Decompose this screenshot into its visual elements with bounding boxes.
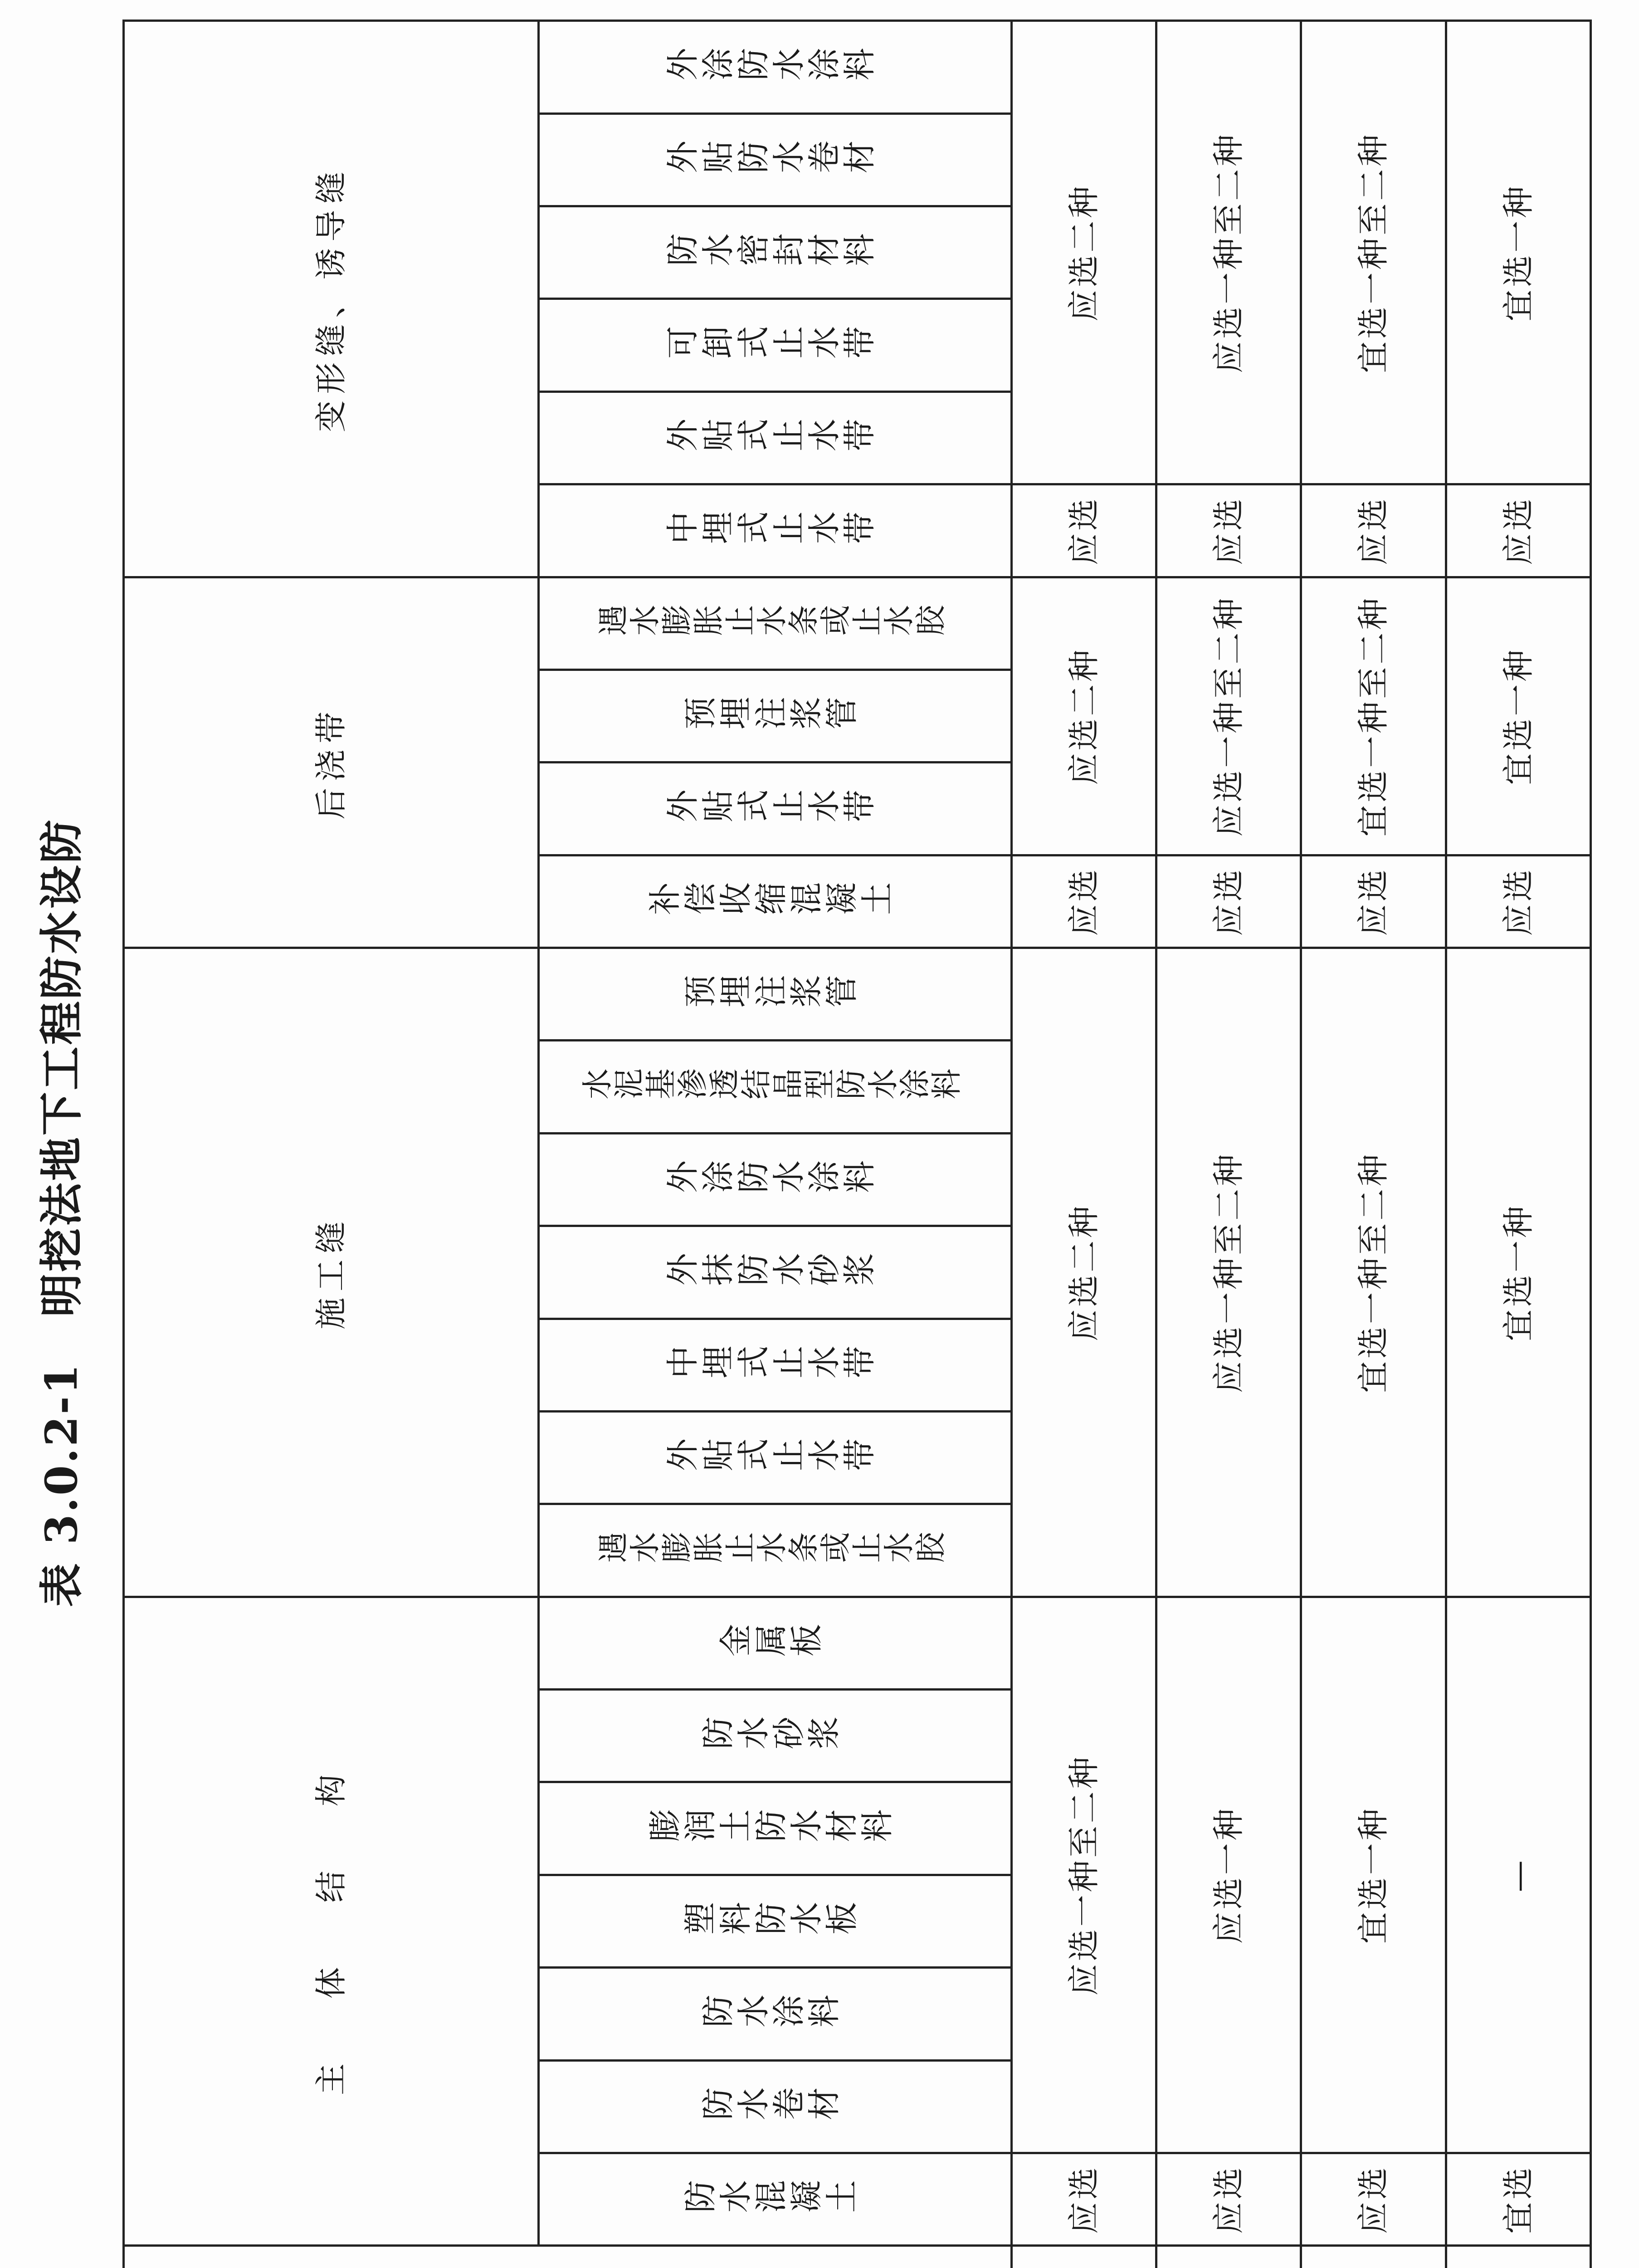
- measure-cell: [539, 21, 1012, 114]
- main-other-req: —: [1446, 1597, 1590, 2153]
- level-cell: [1012, 2246, 1156, 2268]
- main-concrete-req: 应选: [1156, 2153, 1301, 2246]
- measure-cell: [539, 299, 1012, 391]
- group-main-structure: 主 体 结 构: [124, 1597, 539, 2246]
- measure-name: 外贴式止水带: [665, 419, 878, 457]
- measure-cell: [539, 1690, 1012, 1782]
- main-other-req: 应选一种至二种: [1012, 1597, 1156, 2153]
- measure-cell: [539, 1597, 1012, 1689]
- measure-name: 外贴式止水带: [665, 789, 878, 828]
- main-other-req: 宜选一种: [1301, 1597, 1446, 2153]
- measure-names-row: [539, 21, 1012, 2268]
- level-row: [1156, 21, 1301, 2268]
- level-cell: [1301, 2246, 1446, 2268]
- measures-label-wrap: [406, 2235, 555, 2268]
- measure-name: 防水密封材料: [665, 233, 878, 272]
- measure-cell: [539, 1875, 1012, 1967]
- measure-cell: [539, 948, 1012, 1041]
- measure-cell: [539, 2060, 1012, 2153]
- measure-name: 补偿收缩混凝土: [647, 882, 895, 920]
- measure-name: 防水涂料: [700, 1994, 842, 2033]
- measure-name: 外贴防水卷材: [665, 140, 878, 179]
- deform-first-req: 应选: [1156, 484, 1301, 577]
- measure-name: 遇水膨胀止水条或止水胶: [596, 605, 946, 641]
- measure-name: 外涂防水涂料: [665, 1160, 878, 1199]
- measure-cell: [539, 763, 1012, 855]
- measure-cell: [539, 391, 1012, 484]
- group-deformation-joint: 变形缝、诱导缝: [124, 21, 539, 577]
- deform-first-req: 应选: [1446, 484, 1590, 577]
- waterproofing-spec-table: [122, 20, 1592, 2268]
- measure-cell: [539, 1319, 1012, 1411]
- measure-name: 遇水膨胀止水条或止水胶: [596, 1532, 946, 1568]
- deform-other-req: 宜选一种: [1446, 21, 1590, 484]
- measure-name: 水泥基渗透结晶型防水涂料: [580, 1069, 962, 1105]
- measure-cell: [539, 1504, 1012, 1597]
- measure-cell: [539, 855, 1012, 948]
- measure-name: 金属板: [718, 1624, 824, 1662]
- construction-joint-req: 宜选一种: [1446, 948, 1590, 1597]
- measure-cell: [539, 113, 1012, 206]
- measure-name: 中埋式止水带: [665, 511, 878, 550]
- measure-cell: [539, 484, 1012, 577]
- measure-cell: [539, 1226, 1012, 1319]
- deform-other-req: 应选一种至二种: [1156, 21, 1301, 484]
- post-other-req: 宜选一种至二种: [1301, 577, 1446, 855]
- construction-joint-req: 应选一种至二种: [1156, 948, 1301, 1597]
- measure-cell: [539, 206, 1012, 299]
- table-title: 表 3.0.2-1 明挖法地下工程防水设防: [36, 818, 87, 1607]
- measure-cell: [539, 1041, 1012, 1133]
- level-row: [1012, 21, 1156, 2268]
- measure-name: 膨润土防水材料: [647, 1809, 895, 1848]
- measure-cell: [539, 1782, 1012, 1875]
- post-other-req: 应选二种: [1012, 577, 1156, 855]
- measure-name: 防水卷材: [700, 2087, 842, 2126]
- post-first-req: 应选: [1301, 855, 1446, 948]
- level-row: [1301, 21, 1446, 2268]
- deform-first-req: 应选: [1301, 484, 1446, 577]
- level-row: [1446, 21, 1590, 2268]
- level-cell: [1156, 2246, 1301, 2268]
- post-other-req: 应选一种至二种: [1156, 577, 1301, 855]
- measure-name: 外贴式止水带: [665, 1438, 878, 1477]
- measure-name: 塑料防水板: [683, 1902, 860, 1941]
- measure-cell: [539, 577, 1012, 670]
- measure-name: 防水混凝土: [683, 2180, 860, 2219]
- measure-name: 预埋注浆管: [683, 697, 860, 735]
- deform-first-req: 应选: [1012, 484, 1156, 577]
- post-first-req: 应选: [1156, 855, 1301, 948]
- post-first-req: 应选: [1446, 855, 1590, 948]
- group-construction-joint: 施工缝: [124, 948, 539, 1597]
- measure-name: 防水砂浆: [700, 1716, 842, 1755]
- measure-name: 外涂防水涂料: [665, 48, 878, 86]
- construction-joint-req: 应选二种: [1012, 948, 1156, 1597]
- measure-name: 中埋式止水带: [665, 1345, 878, 1384]
- corner-header-cell: [124, 2246, 1012, 2268]
- post-other-req: 宜选一种: [1446, 577, 1590, 855]
- measure-name: 外抹防水砂浆: [665, 1253, 878, 1291]
- main-other-req: 应选一种: [1156, 1597, 1301, 2153]
- level-cell: [1446, 2246, 1590, 2268]
- measure-cell: [539, 2153, 1012, 2246]
- group-header-row: [124, 21, 539, 2268]
- measure-name: 可卸式止水带: [665, 326, 878, 364]
- measure-cell: [539, 670, 1012, 762]
- deform-other-req: 应选二种: [1012, 21, 1156, 484]
- construction-joint-req: 宜选一种至二种: [1301, 948, 1446, 1597]
- deform-other-req: 宜选一种至二种: [1301, 21, 1446, 484]
- main-concrete-req: 应选: [1301, 2153, 1446, 2246]
- post-first-req: 应选: [1012, 855, 1156, 948]
- group-post-pour-strip: 后浇带: [124, 577, 539, 948]
- measure-cell: [539, 1968, 1012, 2060]
- main-concrete-req: 宜选: [1446, 2153, 1590, 2246]
- measure-name: 预埋注浆管: [683, 975, 860, 1013]
- measure-cell: [539, 1133, 1012, 1226]
- measure-cell: [539, 1411, 1012, 1504]
- main-concrete-req: 应选: [1012, 2153, 1156, 2246]
